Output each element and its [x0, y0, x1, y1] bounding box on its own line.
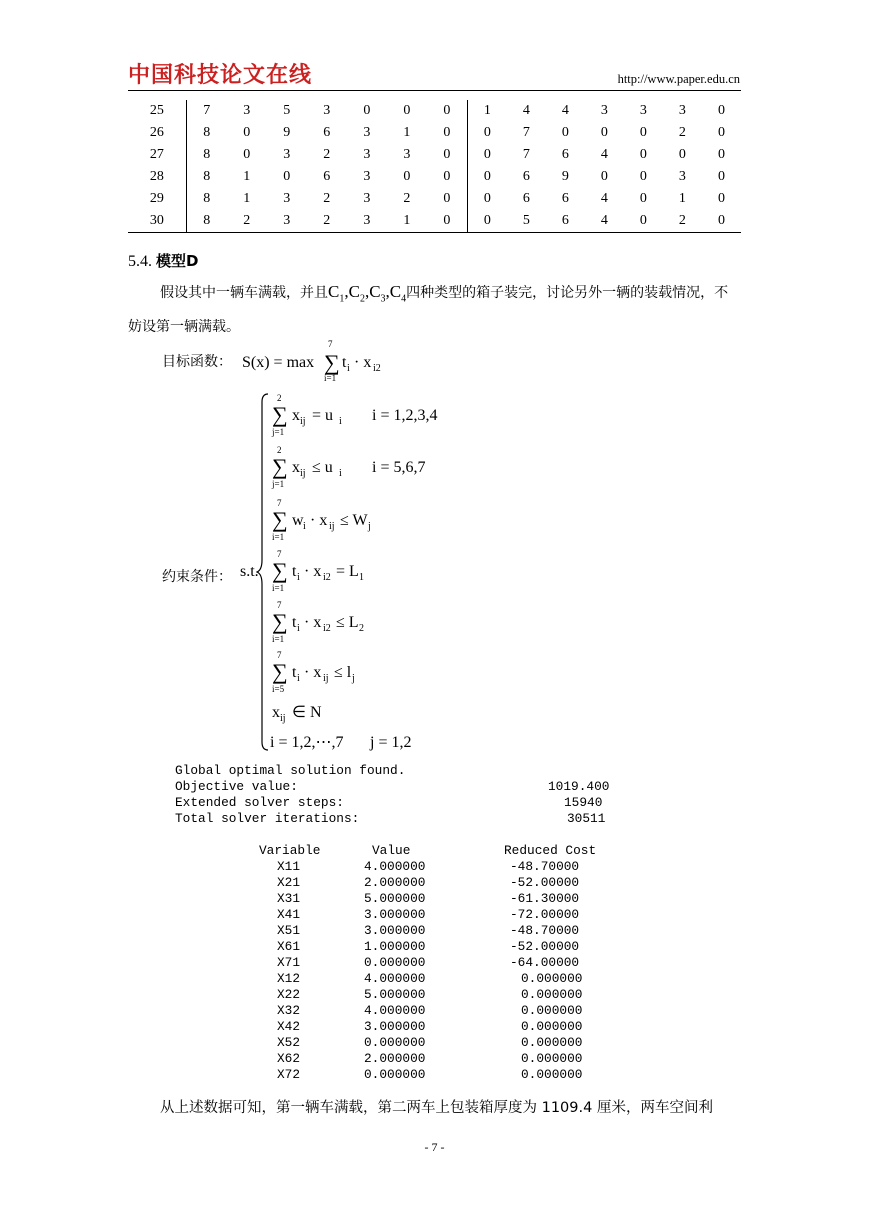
- svg-text:· x: · x: [304, 614, 322, 631]
- solver-reduced-cost: -61.30000: [510, 891, 580, 906]
- solver-variable-name: X72: [277, 1067, 301, 1082]
- solver-variable-value: 3.000000: [364, 923, 426, 938]
- table-cell: 3: [243, 103, 251, 118]
- svg-text:j: j: [368, 521, 371, 532]
- intro-text-after: 四种类型的箱子装完，讨论另外一辆的装载情况，不妨设第一辆满载。: [128, 285, 729, 336]
- table-cell: 0: [561, 125, 569, 140]
- table-cell: 1: [483, 103, 491, 118]
- svg-text:t: t: [292, 563, 297, 580]
- row-number: 28: [128, 166, 186, 188]
- solver-variable-name: X31: [277, 891, 301, 906]
- svg-text:i=1: i=1: [324, 373, 337, 383]
- constraints-label: 约束条件：: [162, 569, 232, 585]
- svg-text:i=1: i=1: [272, 532, 285, 542]
- table-cell: 4: [522, 103, 530, 118]
- table-cell: 0: [639, 169, 647, 184]
- subject-to: s.t.: [240, 563, 259, 580]
- svg-text:∑: ∑: [272, 659, 288, 684]
- logo-text: 中国科技论文在线: [128, 62, 313, 88]
- table-cell: 0: [427, 100, 468, 122]
- table-cell: 3: [323, 103, 331, 118]
- svg-text:· x: · x: [354, 354, 372, 371]
- table-cell: 0: [600, 125, 608, 140]
- svg-text:∑: ∑: [272, 558, 288, 583]
- svg-text:w: w: [292, 512, 304, 529]
- svg-text:≤ W: ≤ W: [340, 512, 368, 529]
- svg-text:7: 7: [328, 339, 333, 349]
- solver-variable-name: X11: [277, 859, 301, 874]
- svg-text:i = 5,6,7: i = 5,6,7: [372, 459, 426, 476]
- solver-reduced-cost: 0.000000: [521, 1003, 583, 1018]
- svg-text:1: 1: [359, 572, 364, 583]
- constraint-system: [268, 392, 488, 757]
- table-cell: 0: [702, 210, 741, 233]
- solver-reduced-cost: -48.70000: [510, 859, 580, 874]
- constraint-7: [272, 704, 322, 724]
- solver-reduced-cost: -48.70000: [510, 923, 580, 938]
- svg-text:≤ u: ≤ u: [312, 459, 333, 476]
- table-cell: 3: [267, 210, 307, 233]
- svg-text:2: 2: [277, 445, 282, 455]
- svg-text:x: x: [292, 407, 300, 424]
- table-cell: 8: [203, 191, 211, 206]
- svg-text:i: i: [297, 623, 300, 634]
- solver-reduced-cost: -52.00000: [510, 875, 580, 890]
- solver-variable-name: X62: [277, 1051, 301, 1066]
- section-number: 5.4.: [128, 253, 152, 270]
- table-cell: 2: [323, 147, 331, 162]
- solver-reduced-cost: 0.000000: [521, 1035, 583, 1050]
- svg-text:i: i: [303, 521, 306, 532]
- table-cell: 0: [639, 147, 647, 162]
- table-cell: 0: [243, 125, 251, 140]
- table-cell: 2: [403, 191, 411, 206]
- constraint-4: [272, 549, 364, 593]
- table-cell: 0: [467, 210, 507, 233]
- svg-text:i: i: [347, 363, 350, 374]
- table-cell: 0: [717, 147, 725, 162]
- solver-variable-name: X12: [277, 971, 301, 986]
- table-cell: 9: [283, 125, 291, 140]
- svg-text:2: 2: [359, 623, 364, 634]
- solver-variable-name: X41: [277, 907, 301, 922]
- table-cell: 0: [483, 147, 491, 162]
- svg-text:i = 1,2,⋯,7: i = 1,2,⋯,7: [270, 734, 344, 751]
- solver-reduced-cost: 0.000000: [521, 971, 583, 986]
- table-cell: 3: [678, 103, 686, 118]
- table-cell: 7: [522, 147, 530, 162]
- solver-variable-name: X22: [277, 987, 301, 1002]
- section-heading: [128, 250, 198, 271]
- table-row: [128, 188, 741, 210]
- solver-variable-name: X71: [277, 955, 301, 970]
- table-cell: 0: [483, 169, 491, 184]
- svg-text:· x: · x: [310, 512, 328, 529]
- svg-text:i2: i2: [323, 623, 331, 634]
- table-cell: 4: [585, 210, 624, 233]
- svg-text:≤ l: ≤ l: [334, 664, 352, 681]
- table-cell: 3: [363, 169, 371, 184]
- svg-text:∑: ∑: [324, 350, 340, 375]
- svg-text:i = 1,2,3,4: i = 1,2,3,4: [372, 407, 438, 424]
- svg-text:S(x) = max: S(x) = max: [242, 354, 315, 371]
- svg-text:ij: ij: [300, 468, 306, 479]
- table-cell: 3: [363, 125, 371, 140]
- table-cell: 0: [427, 166, 468, 188]
- solver-variable-value: 4.000000: [364, 859, 426, 874]
- solver-variable-value: 4.000000: [364, 1003, 426, 1018]
- svg-text:∑: ∑: [272, 454, 288, 479]
- table-cell: 6: [323, 125, 331, 140]
- svg-text:x: x: [292, 459, 300, 476]
- svg-text:j = 1,2: j = 1,2: [370, 734, 412, 751]
- section-title: 模型D: [156, 252, 199, 270]
- table-cell: 2: [227, 210, 267, 233]
- table-cell: 0: [639, 191, 647, 206]
- table-cell: 8: [203, 147, 211, 162]
- solver-reduced-cost: -52.00000: [510, 939, 580, 954]
- constraint-2: [271, 445, 425, 489]
- solver-variable-name: X61: [277, 939, 301, 954]
- table-cell: 4: [600, 147, 608, 162]
- svg-text:i=1: i=1: [272, 634, 285, 644]
- table-cell: 8: [186, 210, 227, 233]
- row-number: 30: [128, 210, 186, 233]
- table-cell: 2: [663, 210, 702, 233]
- solver-variable-value: 2.000000: [364, 1051, 426, 1066]
- table-cell: 0: [403, 169, 411, 184]
- svg-text:j=1: j=1: [272, 479, 285, 489]
- solver-reduced-cost: 0.000000: [521, 1051, 583, 1066]
- svg-text:i=5: i=5: [272, 684, 285, 694]
- table-cell: 0: [283, 169, 291, 184]
- solver-reduced-cost: -64.00000: [510, 955, 580, 970]
- solver-column-header: Variable: [259, 843, 321, 858]
- table-cell: 6: [561, 191, 569, 206]
- solver-variable-name: X52: [277, 1035, 301, 1050]
- table-cell: 3: [639, 103, 647, 118]
- table-cell: 0: [427, 188, 468, 210]
- table-cell: 1: [387, 210, 427, 233]
- table-row: [128, 122, 741, 144]
- solver-steps-value: 15940: [564, 795, 603, 810]
- table-row: [128, 210, 741, 233]
- table-cell: 3: [363, 147, 371, 162]
- row-number: 25: [128, 100, 186, 122]
- table-cell: 2: [307, 210, 347, 233]
- table-cell: 0: [483, 191, 491, 206]
- solver-variable-name: X42: [277, 1019, 301, 1034]
- svg-text:· x: · x: [304, 563, 322, 580]
- solver-iterations-value: 30511: [567, 811, 606, 826]
- table-cell: 0: [427, 144, 468, 166]
- svg-text:7: 7: [277, 650, 282, 660]
- svg-text:≤ L: ≤ L: [336, 614, 359, 631]
- solver-variable-value: 2.000000: [364, 875, 426, 890]
- solver-variable-value: 0.000000: [364, 1035, 426, 1050]
- site-url[interactable]: http://www.paper.edu.cn: [617, 72, 740, 86]
- solver-variable-value: 3.000000: [364, 907, 426, 922]
- solver-reduced-cost: 0.000000: [521, 987, 583, 1002]
- table-cell: 3: [347, 210, 387, 233]
- svg-text:= L: = L: [336, 563, 359, 580]
- svg-text:ij: ij: [329, 521, 335, 532]
- row-number: 26: [128, 122, 186, 144]
- table-cell: 0: [243, 147, 251, 162]
- table-row: [128, 100, 741, 122]
- objective-formula: [240, 336, 440, 386]
- table-cell: 0: [427, 122, 468, 144]
- svg-text:2: 2: [277, 393, 282, 403]
- table-cell: 0: [427, 210, 468, 233]
- table-cell: 1: [678, 191, 686, 206]
- solver-variable-name: X21: [277, 875, 301, 890]
- table-cell: 6: [522, 169, 530, 184]
- constraint-3: [272, 498, 371, 542]
- table-cell: 9: [561, 169, 569, 184]
- site-logo: [128, 60, 312, 86]
- svg-text:i: i: [297, 572, 300, 583]
- solver-variable-name: X32: [277, 1003, 301, 1018]
- svg-text:7: 7: [277, 498, 282, 508]
- svg-text:7: 7: [277, 600, 282, 610]
- table-cell: 2: [323, 191, 331, 206]
- table-cell: 0: [403, 103, 411, 118]
- svg-text:i: i: [339, 416, 342, 427]
- svg-text:∑: ∑: [272, 609, 288, 634]
- intro-text-before: 假设其中一辆车满载，并且: [160, 285, 328, 301]
- table-cell: 0: [717, 191, 725, 206]
- table-cell: 0: [717, 103, 725, 118]
- svg-text:j: j: [352, 673, 355, 684]
- table-cell: 7: [522, 125, 530, 140]
- table-cell: 3: [600, 103, 608, 118]
- solver-reduced-cost: 0.000000: [521, 1019, 583, 1034]
- table-cell: 0: [717, 169, 725, 184]
- svg-text:i=1: i=1: [272, 583, 285, 593]
- svg-text:t: t: [342, 354, 347, 371]
- constraint-1: [271, 393, 437, 437]
- svg-text:i2: i2: [323, 572, 331, 583]
- table-cell: 8: [203, 169, 211, 184]
- solver-column-header: Reduced Cost: [504, 843, 597, 858]
- table-cell: 8: [203, 125, 211, 140]
- solver-variable-value: 0.000000: [364, 955, 426, 970]
- table-cell: 1: [243, 191, 251, 206]
- constraint-6: [272, 650, 355, 694]
- objective-value: 1019.400: [548, 779, 610, 794]
- objective-label: 目标函数：: [162, 354, 232, 370]
- solver-variable-value: 3.000000: [364, 1019, 426, 1034]
- table-cell: 3: [363, 191, 371, 206]
- svg-text:= u: = u: [312, 407, 334, 424]
- solver-variable-value: 0.000000: [364, 1067, 426, 1082]
- svg-text:ij: ij: [323, 673, 329, 684]
- table-cell: 0: [624, 210, 663, 233]
- svg-text:· x: · x: [304, 664, 322, 681]
- solver-variable-value: 4.000000: [364, 971, 426, 986]
- solver-variable-value: 1.000000: [364, 939, 426, 954]
- table-cell: 0: [363, 103, 371, 118]
- solver-variable-value: 5.000000: [364, 891, 426, 906]
- table-row: [128, 144, 741, 166]
- table-cell: 7: [203, 103, 211, 118]
- intro-symbols: $C_1,C_2,C_3,C_4$: [328, 282, 407, 305]
- solver-iterations-label: Total solver iterations:: [175, 811, 360, 826]
- table-cell: 3: [283, 147, 291, 162]
- svg-text:ij: ij: [300, 416, 306, 427]
- table-cell: 4: [600, 191, 608, 206]
- table-cell: 6: [561, 147, 569, 162]
- header-divider: [128, 90, 741, 91]
- page-number: - 7 -: [424, 1140, 445, 1154]
- row-number: 29: [128, 188, 186, 210]
- svg-text:i2: i2: [373, 363, 381, 374]
- table-cell: 2: [678, 125, 686, 140]
- table-cell: 0: [717, 125, 725, 140]
- solver-steps-label: Extended solver steps:: [175, 795, 344, 810]
- conclusion-paragraph: 从上述数据可知，第一辆车满载，第二两车上包装箱厚度为 1109.4 厘米，两车空间利: [160, 1100, 713, 1116]
- constraint-5: [272, 600, 364, 644]
- svg-text:t: t: [292, 614, 297, 631]
- solver-status: Global optimal solution found.: [175, 763, 406, 778]
- table-cell: 1: [403, 125, 411, 140]
- table-cell: 0: [483, 125, 491, 140]
- constraint-8: [270, 734, 411, 751]
- objective-value-label: Objective value:: [175, 779, 298, 794]
- svg-text:j=1: j=1: [272, 427, 285, 437]
- solver-reduced-cost: 0.000000: [521, 1067, 583, 1082]
- table-cell: 1: [243, 169, 251, 184]
- table-cell: 3: [403, 147, 411, 162]
- table-cell: 3: [678, 169, 686, 184]
- svg-text:i: i: [339, 468, 342, 479]
- table-cell: 6: [546, 210, 585, 233]
- svg-text:∑: ∑: [272, 507, 288, 532]
- solver-variable-value: 5.000000: [364, 987, 426, 1002]
- svg-text:x: x: [272, 704, 280, 721]
- table-cell: 6: [522, 191, 530, 206]
- solver-variable-name: X51: [277, 923, 301, 938]
- table-cell: 5: [283, 103, 291, 118]
- table-row: [128, 166, 741, 188]
- table-cell: 3: [283, 191, 291, 206]
- table-cell: 0: [600, 169, 608, 184]
- solver-reduced-cost: -72.00000: [510, 907, 580, 922]
- svg-text:t: t: [292, 664, 297, 681]
- table-cell: 0: [639, 125, 647, 140]
- table-cell: 5: [507, 210, 546, 233]
- row-number: 27: [128, 144, 186, 166]
- svg-text:7: 7: [277, 549, 282, 559]
- intro-paragraph: [128, 278, 741, 341]
- solver-column-header: Value: [372, 843, 411, 858]
- table-cell: 6: [323, 169, 331, 184]
- svg-text:∈ N: ∈ N: [292, 704, 322, 721]
- svg-text:∑: ∑: [272, 402, 288, 427]
- results-table: [128, 100, 741, 233]
- svg-text:ij: ij: [280, 713, 286, 724]
- table-cell: 4: [561, 103, 569, 118]
- svg-text:i: i: [297, 673, 300, 684]
- table-cell: 0: [678, 147, 686, 162]
